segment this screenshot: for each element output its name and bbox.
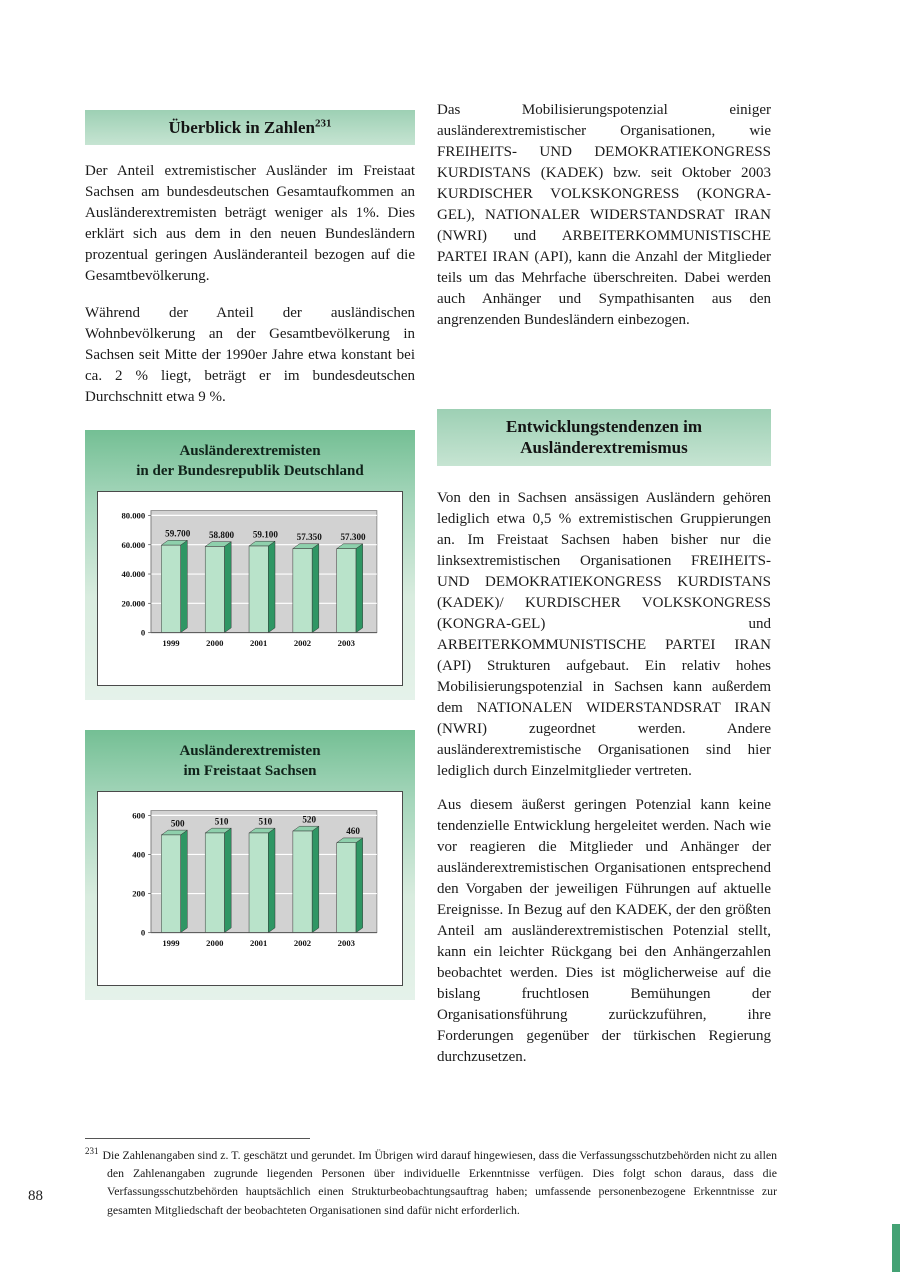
svg-text:2003: 2003 (337, 938, 355, 949)
footnote-block (85, 1138, 777, 1219)
svg-text:57.300: 57.300 (340, 532, 366, 543)
paragraph: Während der Anteil der ausländischen Wohnbevölkerung an der Gesamtbevölkerung in Sachsen seit Mitte der 1990er Jahre etwa konstant bei ca. 2 % liegt, beträgt er im bundesdeutschen Durchschnitt etwa 9 %. (85, 305, 415, 406)
svg-text:2001: 2001 (250, 638, 268, 649)
section-header-entwicklung (437, 409, 771, 466)
bar-chart-bund-svg (101, 500, 399, 679)
left-column (85, 110, 415, 1000)
right-column (437, 100, 771, 1068)
page-number: 88 (28, 1188, 43, 1204)
svg-text:2003: 2003 (337, 638, 355, 649)
footnote-text: Die Zahlenangaben sind z. T. geschätzt und gerundet. Im Übrigen wird darauf hingewiesen, dass die Verfassungsschutzbehörden nicht zu allen den Zahlenangaben zugrunde liegenden Personen über individuelle Erkenntnisse verfügen. Dies folgt schon daraus, dass die Verfassungsschutzbehörden hauptsächlich einen Strukturbeobachtungsauftrag haben; umfassende personenbezogene Erkenntnisse zur gesamten Mitgliedschaft der beobachteten Organisationen sind dafür nicht erforderlich. (102, 1147, 777, 1217)
svg-text:1999: 1999 (162, 638, 180, 649)
svg-text:510: 510 (258, 816, 273, 827)
section-title-line: Ausländerextremismus (520, 438, 688, 458)
paragraph: Aus diesem äußerst geringen Potenzial kann keine tendenzielle Entwicklung hergeleitet werden. Nach wie vor reagieren die Mitglieder und Anhänger der ausländerextremistischen Organisationen entsprechend den Vorgaben der jeweiligen Führungen auf aktuelle Ereignisse. In Bezug auf den KADEK, der den größten Anteil am ausländerextremistischen Potenzial stellt, kann ein leichter Rückgang bei den Anhängerzahlen beobachtet werden. Dies ist möglicherweise auf die bislang fruchtlosen Bemühungen der Organisationsführung zurückzuführen, ihre Forderungen gegenüber der türkischen Regierung durchzusetzen. (437, 796, 771, 1065)
paragraph: Das Mobilisierungspotenzial einiger ausländerextremistischer Organisationen, wie FREIHEITS- UND DEMOKRATIEKONGRESS KURDISTANS (KADEK) bzw. seit Oktober 2003 KURDISCHER VOLKSKONGRESS (KONGRA-GEL), NATIONALER WIDERSTANDSRAT IRAN (NWRI) und ARBEITERKOMMUNISTISCHE PARTEI IRAN (API), kann die Anzahl der Mitglieder teils um das Mehrfache überschreiten. Dabei werden auch Anhänger und Sympathisanten aus den angrenzenden Bundesländern einbezogen. (437, 102, 771, 328)
svg-text:40.000: 40.000 (121, 569, 146, 580)
svg-text:2002: 2002 (293, 938, 312, 949)
chart-title-line: Ausländerextremisten (179, 443, 321, 460)
green-corner-bar (892, 1224, 900, 1272)
svg-text:460: 460 (346, 826, 360, 837)
footnote-reference: 231 (314, 117, 332, 130)
chart-title-line: Ausländerextremisten (179, 743, 321, 760)
svg-text:1999: 1999 (162, 938, 180, 949)
section-title-line: Entwicklungstendenzen im (506, 417, 702, 436)
section-header-ueberblick (85, 110, 415, 145)
svg-text:2002: 2002 (293, 638, 312, 649)
chart-card-bund (85, 430, 415, 700)
svg-text:510: 510 (214, 816, 229, 827)
svg-text:2001: 2001 (250, 938, 268, 949)
svg-text:20.000: 20.000 (121, 598, 146, 609)
section-title: Überblick in Zahlen (168, 118, 315, 137)
chart-card-sachsen (85, 730, 415, 1000)
chart-title-line: in der Bundesrepublik Deutschland (136, 462, 364, 479)
chart-title (97, 742, 403, 781)
svg-text:0: 0 (140, 927, 146, 938)
footnote-separator (85, 1138, 310, 1139)
svg-text:57.350: 57.350 (296, 532, 322, 543)
svg-text:500: 500 (170, 818, 185, 829)
svg-text:58.800: 58.800 (208, 530, 235, 541)
bar-chart-sachsen-svg (101, 800, 399, 979)
chart-plot-panel (97, 491, 403, 686)
svg-text:59.100: 59.100 (252, 529, 278, 540)
chart-title-line: im Freistaat Sachsen (183, 762, 317, 779)
svg-text:59.700: 59.700 (165, 528, 191, 539)
footnote (85, 1145, 777, 1219)
svg-text:2000: 2000 (206, 938, 224, 949)
chart-title (97, 442, 403, 481)
svg-text:80.000: 80.000 (121, 510, 146, 521)
paragraph: Der Anteil extremistischer Ausländer im Freistaat Sachsen am bundesdeutschen Gesamtaufkommen an Ausländerextremisten beträgt weniger als 1%. Dies erklärt sich aus dem in den neuen Bundesländern prozentual geringen Ausländeranteil bezogen auf die Gesamtbevölkerung. (85, 163, 415, 285)
svg-text:200: 200 (132, 888, 146, 899)
svg-text:400: 400 (132, 849, 146, 860)
svg-text:60.000: 60.000 (121, 540, 146, 551)
chart-plot-panel (97, 791, 403, 986)
svg-text:2000: 2000 (206, 638, 224, 649)
svg-text:600: 600 (132, 810, 146, 821)
svg-text:0: 0 (140, 627, 146, 638)
footnote-number: 231 (85, 1146, 99, 1156)
svg-text:520: 520 (302, 814, 317, 825)
paragraph: Von den in Sachsen ansässigen Ausländern gehören lediglich etwa 0,5 % extremistischen Gruppierungen an. Im Freistaat Sachsen haben bisher nur die linksextremistischen Organisationen FREIHEITS- UND DEMOKRATIEKONGRESS KURDISTANS (KADEK)/ KURDISCHER VOLKSKONGRESS (KONGRA-GEL) und ARBEITERKOMMUNISTISCHE PARTEI IRAN (API) Strukturen aufgebaut. Ein relativ hohes Mobilisierungspotenzial in Sachsen kann außerdem dem NATIONALEN WIDERSTANDSRAT IRAN (NWRI) zugeordnet werden. Andere ausländerextremistische Organisationen sind hier lediglich durch Einzelmitglieder vertreten. (437, 489, 771, 779)
